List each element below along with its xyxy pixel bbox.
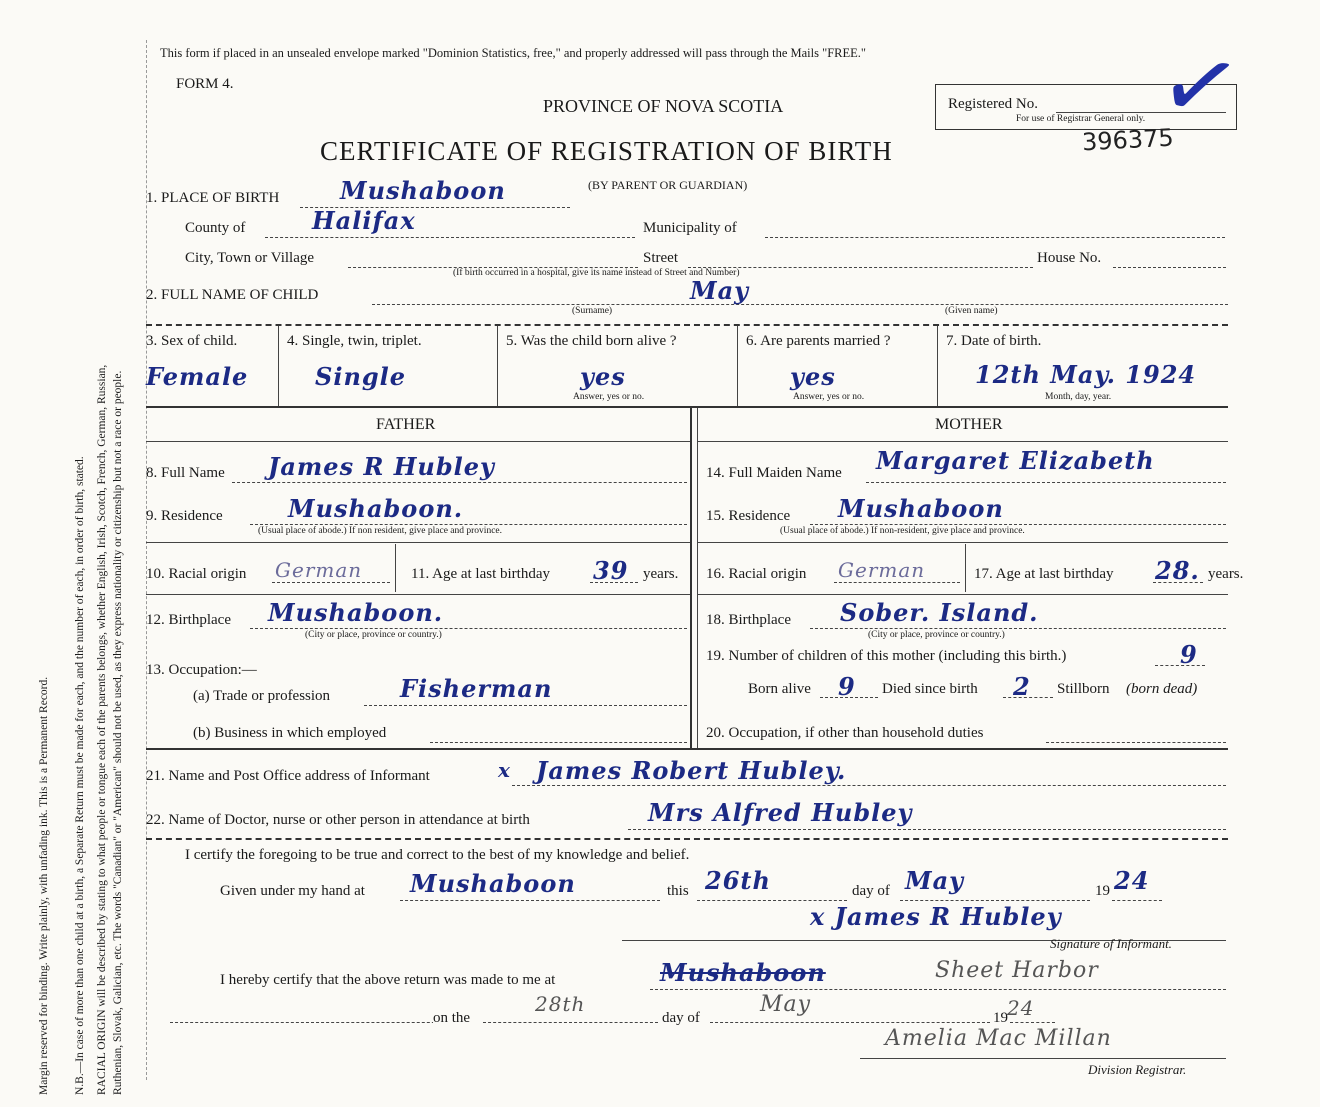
mother-residence-value: Mushaboon [838, 494, 1004, 523]
father-race-value: German [275, 558, 363, 582]
parents-married-note: Answer, yes or no. [793, 392, 865, 402]
sex-value: Female [146, 362, 249, 391]
county-value: Halifax [312, 206, 416, 235]
father-trade-value: Fisherman [400, 674, 553, 703]
form-number: FORM 4. [176, 76, 234, 92]
on-the-label: on the [433, 1010, 471, 1026]
division-registrar-label: Division Registrar. [1088, 1062, 1187, 1077]
born-alive-note: Answer, yes or no. [573, 392, 645, 402]
return-label: I hereby certify that the above return was made to me at [220, 972, 556, 988]
given-year-value: 24 [1114, 866, 1150, 895]
given-day-of-label: day of [852, 883, 890, 899]
mother-name-label: 14. Full Maiden Name [706, 465, 842, 481]
mother-age-value: 28. [1155, 556, 1200, 585]
born-alive-count-value: 9 [838, 672, 856, 701]
father-birthplace-label: 12. Birthplace [146, 612, 231, 628]
mother-residence-note: (Usual place of abode.) If non-resident, give place and province. [780, 526, 1025, 536]
father-occupation-label: 13. Occupation:— [146, 662, 257, 678]
stillborn-note: (born dead) [1126, 681, 1198, 697]
mother-birthplace-note: (City or place, province or country.) [868, 630, 1005, 640]
stillborn-label: Stillborn [1057, 681, 1110, 697]
sex-label: 3. Sex of child. [146, 333, 238, 349]
father-name-value: James R Hubley [268, 452, 495, 481]
father-name-label: 8. Full Name [146, 465, 225, 481]
mailing-notice: This form if placed in an unsealed envelope marked "Dominion Statistics, free," and properly addressed will pass through the Mails "FREE." [160, 46, 867, 60]
doctor-label: 22. Name of Doctor, nurse or other person in attendance at birth [146, 812, 530, 828]
return-place-value: Sheet Harbor [935, 958, 1099, 983]
given-year-prefix: 19 [1095, 883, 1110, 899]
check-mark: ✓ [1149, 22, 1252, 150]
house-number-label: House No. [1037, 250, 1102, 266]
municipality-label: Municipality of [643, 220, 737, 236]
father-residence-value: Mushaboon. [288, 494, 464, 523]
father-race-label: 10. Racial origin [146, 566, 247, 582]
father-residence-note: (Usual place of abode.) If non resident, give place and province. [258, 526, 502, 536]
given-name-note: (Given name) [945, 306, 998, 316]
this-label: this [667, 883, 689, 899]
mother-race-value: German [838, 558, 926, 582]
registrar-use-note: For use of Registrar General only. [1016, 114, 1146, 124]
surname-note: (Surname) [572, 306, 613, 316]
date-of-birth-label: 7. Date of birth. [946, 333, 1042, 349]
margin-notes [0, 0, 130, 1107]
parents-married-label: 6. Are parents married ? [746, 333, 891, 349]
father-residence-label: 9. Residence [146, 508, 223, 524]
born-alive-value: yes [580, 362, 626, 391]
given-month-value: May [905, 866, 965, 895]
date-of-birth-note: Month, day, year. [1045, 392, 1112, 402]
father-heading: FATHER [376, 416, 436, 433]
born-alive-count-label: Born alive [748, 681, 811, 697]
mother-occupation-label: 20. Occupation, if other than household duties [706, 725, 984, 741]
margin-note-multiple-births: N.B.—In case of more than one child at a birth, a Separate Return must be made for each, and the number of each, in order of birth, stated. [74, 456, 86, 1095]
doctor-value: Mrs Alfred Hubley [648, 798, 913, 827]
certification-statement: I certify the foregoing to be true and correct to the best of my knowledge and belief. [185, 847, 690, 863]
hospital-note: (If birth occurred in a hospital, give its name instead of Street and Number) [453, 268, 740, 278]
mother-birthplace-value: Sober. Island. [840, 598, 1039, 627]
return-year-prefix: 19 [993, 1010, 1008, 1026]
informant-mark: x [498, 758, 511, 782]
return-month-value: May [760, 992, 812, 1017]
father-business-label: (b) Business in which employed [193, 725, 387, 741]
return-year-value: 24 [1007, 996, 1035, 1020]
father-age-label: 11. Age at last birthday [411, 566, 550, 582]
registered-label: Registered No. [948, 96, 1038, 112]
child-name-label: 2. FULL NAME OF CHILD [146, 287, 319, 303]
child-given-name-value: May [690, 276, 750, 305]
mother-name-value: Margaret Elizabeth [876, 446, 1155, 475]
given-place-value: Mushaboon [410, 869, 576, 898]
return-day-of-label: day of [662, 1010, 700, 1026]
informant-signature-label: Signature of Informant. [1050, 936, 1172, 951]
place-of-birth-value: Mushaboon [340, 176, 506, 205]
registration-number: 396375 [1081, 123, 1175, 157]
mother-age-label: 17. Age at last birthday [974, 566, 1114, 582]
informant-value: James Robert Hubley. [536, 756, 847, 785]
mother-race-label: 16. Racial origin [706, 566, 807, 582]
mother-heading: MOTHER [935, 416, 1003, 433]
father-trade-label: (a) Trade or profession [193, 688, 331, 704]
return-day-value: 28th [535, 992, 586, 1016]
mother-residence-label: 15. Residence [706, 508, 791, 524]
margin-note-racial-origin: RACIAL ORIGIN will be described by stating to what people or tongue each of the parents belongs, whether English, Irish, Scotch, French, German, Russian, [96, 364, 108, 1095]
mother-birthplace-label: 18. Birthplace [706, 612, 791, 628]
father-age-value: 39 [593, 556, 629, 585]
given-under-label: Given under my hand at [220, 883, 365, 899]
date-of-birth-value: 12th May. 1924 [975, 360, 1197, 389]
mother-years-label: years. [1208, 566, 1244, 582]
plurality-label: 4. Single, twin, triplet. [287, 333, 422, 349]
registrar-signature: Amelia Mac Millan [885, 1026, 1112, 1051]
father-birthplace-value: Mushaboon. [268, 598, 444, 627]
certificate-title: CERTIFICATE OF REGISTRATION OF BIRTH [320, 136, 893, 166]
plurality-value: Single [315, 362, 407, 391]
mother-children-value: 9 [1180, 640, 1198, 669]
county-label: County of [185, 220, 246, 236]
father-birthplace-note: (City or place, province or country.) [305, 630, 442, 640]
died-label: Died since birth [882, 681, 978, 697]
informant-signature: x James R Hubley [810, 902, 1062, 931]
return-place-struck: Mushaboon [660, 958, 826, 987]
street-label: Street [643, 250, 678, 266]
died-value: 2 [1013, 672, 1031, 701]
given-day-value: 26th [705, 866, 771, 895]
place-of-birth-label: 1. PLACE OF BIRTH [146, 190, 280, 206]
certificate-subtitle: (BY PARENT OR GUARDIAN) [588, 178, 748, 192]
margin-note-racial-origin-cont: Ruthenian, Slovak, Galician, etc. The words "Canadian" or "American" should not be used, as they express nationality or citizenship but not a race or people. [112, 370, 124, 1095]
province-heading: PROVINCE OF NOVA SCOTIA [543, 96, 784, 116]
father-years-label: years. [643, 566, 679, 582]
born-alive-label: 5. Was the child born alive ? [506, 333, 677, 349]
city-label: City, Town or Village [185, 250, 315, 266]
margin-note-binding: Margin reserved for binding. Write plainly, with unfading ink. This is a Permanent Record. [38, 676, 50, 1095]
informant-label: 21. Name and Post Office address of Informant [146, 768, 430, 784]
mother-children-label: 19. Number of children of this mother (including this birth.) [706, 648, 1067, 664]
parents-married-value: yes [790, 362, 836, 391]
